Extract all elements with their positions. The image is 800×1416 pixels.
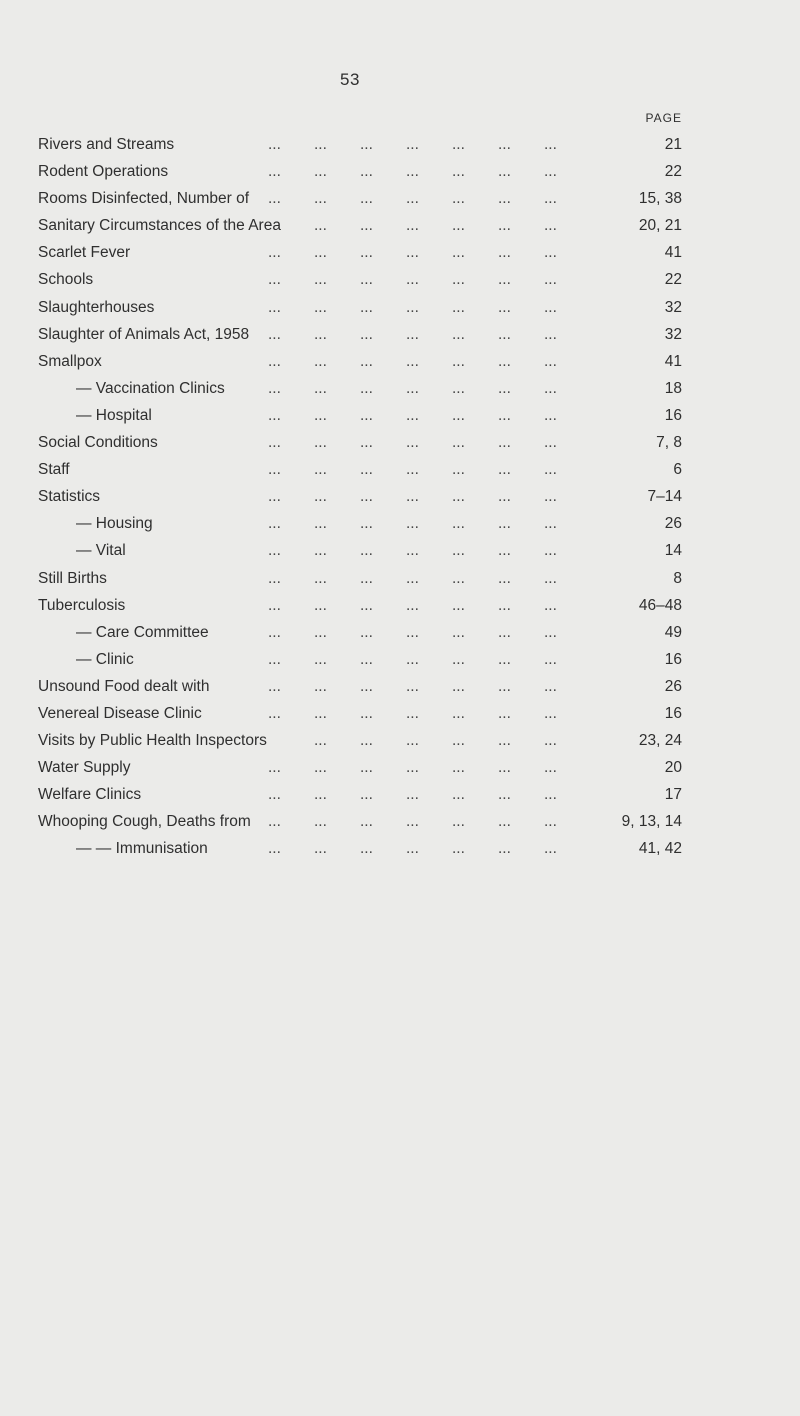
dot-leader: ... ... ... ... ... ... ... xyxy=(268,461,557,479)
dot-leader: ... ... ... ... ... ... ... xyxy=(268,298,557,316)
index-entry xyxy=(38,321,686,348)
index-entry-pages: 22 xyxy=(661,266,682,293)
index-entry xyxy=(38,700,686,727)
dot-leader: ... ... ... ... ... ... ... xyxy=(268,434,557,452)
index-entry xyxy=(38,429,686,456)
dot-leader: ... ... ... ... ... ... ... xyxy=(268,271,557,289)
index-entry-pages: 41 xyxy=(661,348,682,375)
dot-leader: ... ... ... ... ... ... ... xyxy=(268,759,557,777)
index-entry xyxy=(38,294,686,321)
index-entry-label: Rodent Operations xyxy=(38,158,172,185)
dot-leader: ... ... ... ... ... ... ... xyxy=(268,840,557,858)
index-entry xyxy=(38,727,686,754)
page-column-header: PAGE xyxy=(645,111,682,125)
index-entry-pages: 9, 13, 14 xyxy=(618,808,682,835)
index-entry xyxy=(38,592,686,619)
index-entry-label: Statistics xyxy=(38,483,104,510)
dot-leader: ... ... ... ... ... ... ... xyxy=(268,650,557,668)
dot-leader: ... ... ... ... ... ... ... xyxy=(268,813,557,831)
dot-leader: ... ... ... ... ... ... ... xyxy=(268,677,557,695)
index-entry-label: Tuberculosis xyxy=(38,592,129,619)
index-entry xyxy=(38,537,686,564)
index-entry-pages: 20, 21 xyxy=(635,212,682,239)
dot-leader: ... ... ... ... ... ... ... xyxy=(268,623,557,641)
index-entry-pages: 41 xyxy=(661,239,682,266)
dot-leader: ... ... ... ... ... ... ... xyxy=(268,488,557,506)
index-entry-label: — Vital xyxy=(76,537,130,564)
index-entry-pages: 15, 38 xyxy=(635,185,682,212)
index-entry xyxy=(38,402,686,429)
dot-leader: ... ... ... ... ... ... ... xyxy=(268,406,557,424)
index-entry-label: Staff xyxy=(38,456,74,483)
index-entry-label: Whooping Cough, Deaths from xyxy=(38,808,255,835)
index-entry-label: — Housing xyxy=(76,510,157,537)
index-entry-label: Unsound Food dealt with xyxy=(38,673,213,700)
index-entry xyxy=(38,212,686,239)
index-entry-pages: 17 xyxy=(661,781,682,808)
index-entry-pages: 18 xyxy=(661,375,682,402)
index-entry-pages: 41, 42 xyxy=(635,835,682,862)
index-entry-pages: 16 xyxy=(661,646,682,673)
index-entry-pages: 26 xyxy=(661,673,682,700)
index-entry xyxy=(38,646,686,673)
index-entry-label: Slaughterhouses xyxy=(38,294,158,321)
dot-leader: ... ... ... ... ... ... ... xyxy=(268,163,557,181)
index-entry-label: Scarlet Fever xyxy=(38,239,134,266)
dot-leader: ... ... ... ... ... ... ... xyxy=(268,704,557,722)
index-entry-label: Rivers and Streams xyxy=(38,131,178,158)
index-entry-pages: 7–14 xyxy=(644,483,682,510)
dot-leader: ... ... ... ... ... ... ... xyxy=(268,569,557,587)
dot-leader: ... ... ... ... ... ... ... xyxy=(268,325,557,343)
dot-leader: ... ... ... ... ... ... xyxy=(314,217,557,235)
dot-leader: ... ... ... ... ... ... ... xyxy=(268,542,557,560)
index-entry-pages: 7, 8 xyxy=(652,429,682,456)
index-entry xyxy=(38,835,686,862)
index-entry-label: Visits by Public Health Inspectors xyxy=(38,727,271,754)
index-entry-pages: 46–48 xyxy=(635,592,682,619)
dot-leader: ... ... ... ... ... ... ... xyxy=(268,786,557,804)
dot-leader: ... ... ... ... ... ... ... xyxy=(268,136,557,153)
index-entry xyxy=(38,131,686,158)
index-entry-pages: 32 xyxy=(661,294,682,321)
index-entry-label: Rooms Disinfected, Number of xyxy=(38,185,253,212)
index-entry-label: Sanitary Circumstances of the Area xyxy=(38,212,285,239)
dot-leader: ... ... ... ... ... ... ... xyxy=(268,379,557,397)
index-entry xyxy=(38,754,686,781)
dot-leader: ... ... ... ... ... ... ... xyxy=(268,596,557,614)
index-entry xyxy=(38,185,686,212)
index-entry xyxy=(38,673,686,700)
index-entry xyxy=(38,483,686,510)
dot-leader: ... ... ... ... ... ... ... xyxy=(268,190,557,208)
index-entry-pages: 14 xyxy=(661,537,682,564)
index-entry-pages: 49 xyxy=(661,619,682,646)
dot-leader: ... ... ... ... ... ... ... xyxy=(268,515,557,533)
index-entry-label: Venereal Disease Clinic xyxy=(38,700,206,727)
index-entry-pages: 32 xyxy=(661,321,682,348)
index-entry-label: — Vaccination Clinics xyxy=(76,375,229,402)
index-entry xyxy=(38,808,686,835)
index-entry-label: — Hospital xyxy=(76,402,156,429)
index-entry-pages: 22 xyxy=(661,158,682,185)
index-entry-pages: 26 xyxy=(661,510,682,537)
dot-leader: ... ... ... ... ... ... xyxy=(314,732,557,750)
index-entry-label: — Clinic xyxy=(76,646,138,673)
index-entry-pages: 23, 24 xyxy=(635,727,682,754)
index-entry xyxy=(38,375,686,402)
index-entry-pages: 20 xyxy=(661,754,682,781)
index-entry-pages: 16 xyxy=(661,700,682,727)
index-entry xyxy=(38,456,686,483)
index-entry-label: Social Conditions xyxy=(38,429,162,456)
index-entry-pages: 16 xyxy=(661,402,682,429)
index-entry-label: Welfare Clinics xyxy=(38,781,145,808)
index-entry-label: Slaughter of Animals Act, 1958 xyxy=(38,321,253,348)
index-entry xyxy=(38,348,686,375)
dot-leader: ... ... ... ... ... ... ... xyxy=(268,244,557,262)
index-list xyxy=(38,131,686,863)
index-entry-label: — Care Committee xyxy=(76,619,213,646)
index-entry xyxy=(38,510,686,537)
index-entry-label: Smallpox xyxy=(38,348,106,375)
page-number: 53 xyxy=(340,70,360,89)
dot-leader: ... ... ... ... ... ... ... xyxy=(268,352,557,370)
index-entry-label: Schools xyxy=(38,266,97,293)
index-entry-label: Water Supply xyxy=(38,754,134,781)
index-entry xyxy=(38,266,686,293)
index-entry xyxy=(38,239,686,266)
index-entry xyxy=(38,565,686,592)
index-entry xyxy=(38,619,686,646)
index-entry-pages: 21 xyxy=(661,131,682,158)
index-entry-pages: 6 xyxy=(669,456,682,483)
index-entry-pages: 8 xyxy=(669,565,682,592)
index-entry xyxy=(38,158,686,185)
index-entry xyxy=(38,781,686,808)
index-entry-label: Still Births xyxy=(38,565,111,592)
index-entry-label: — — Immunisation xyxy=(76,835,212,862)
